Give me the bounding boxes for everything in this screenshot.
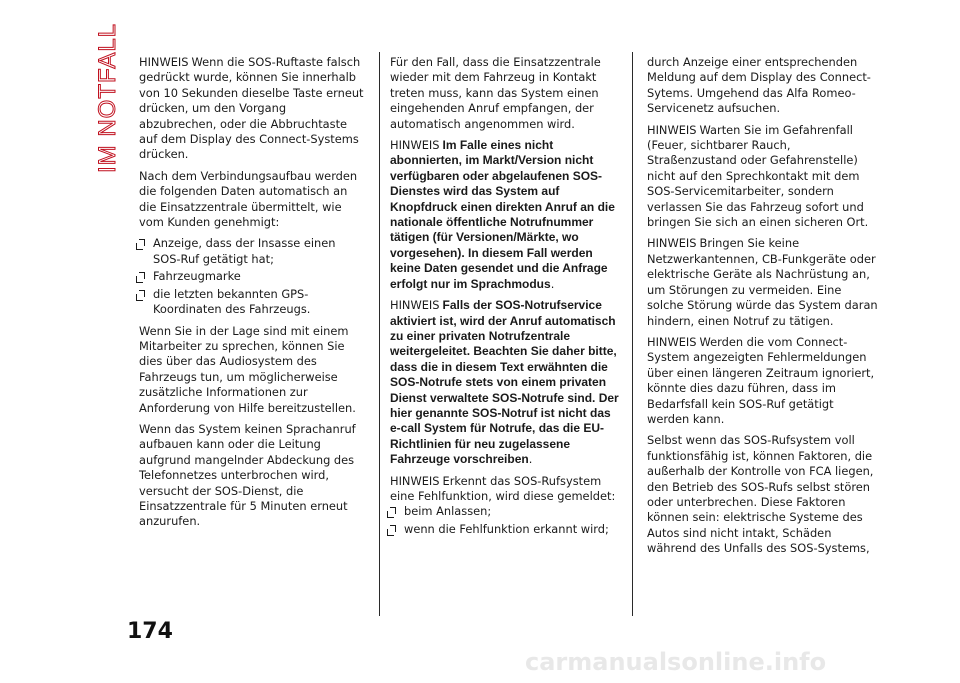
paragraph: Nach dem Verbindungsaufbau werden die folgenden Daten automatisch an die Einsatzzentrale übermittelt, wie vom Kunden genehmigt: xyxy=(139,168,358,230)
paragraph xyxy=(390,474,624,505)
paragraph xyxy=(647,236,879,328)
note-end: . xyxy=(528,452,533,467)
column-1 xyxy=(139,55,366,536)
note-text: Werden die vom Connect-System angezeigten Fehlermeldungen über einen längeren Zeitraum ignoriert, könnte dies dazu führen, dass im Bedarfsfall kein SOS-Ruf getätigt werden kann. xyxy=(647,334,875,426)
paragraph xyxy=(647,123,879,231)
column-3 xyxy=(647,55,879,563)
section-title: IM NOTFALL xyxy=(94,22,121,173)
bullet-icon xyxy=(139,290,145,297)
note-bold-text: Im Falle eines nicht abonnierten, im Markt/Version nicht verfügbaren oder abgelaufenen SOS-Dienstes wird das System auf Knopfdruck einen direkten Anruf an die nationale öffentliche Notrufnummer tätigen (für Versionen/Märkte, wo vorgesehen). In diesem Fall werden keine Daten gesendet und die Anfrage erfolgt nur im Sprachmodus xyxy=(390,138,615,291)
column-divider xyxy=(632,52,633,616)
paragraph xyxy=(647,335,879,427)
note-label: HINWEIS xyxy=(139,55,189,69)
note-text: Warten Sie im Gefahrenfall (Feuer, sichtbarer Rauch, Straßenzustand oder Gefahrenstelle) nicht auf den Sprechkontakt mit dem SOS-Servicemitarbeiter, sondern verlassen Sie das Fahrzeug sofort und bringen Sie sich an einen sicheren Ort. xyxy=(647,122,869,230)
bullet-icon xyxy=(139,272,145,279)
watermark: carmanualsonline.info xyxy=(525,648,827,676)
list-item-text: Fahrzeugmarke xyxy=(153,269,241,284)
note-label: HINWEIS xyxy=(390,473,440,488)
note-text: Bringen Sie keine Netzwerkantennen, CB-Funkgeräte oder elektrische Geräte als Nachrüstung an, um Störungen zu vermeiden. Eine solche Störung würde das System daran hindern, einen Notruf zu tätigen. xyxy=(647,236,878,328)
column-divider xyxy=(379,52,380,616)
paragraph xyxy=(390,138,624,292)
list-item-text: wenn die Fehlfunktion erkannt wird; xyxy=(404,521,609,536)
note-label: HINWEIS xyxy=(390,298,440,313)
note-text: Wenn die SOS-Ruftaste falsch gedrückt wurde, können Sie innerhalb von 10 Sekunden dieselbe Taste erneut drücken, um den Vorgang abzubrechen, oder die Abbruchtaste auf dem Display des Connect-Systems drücken. xyxy=(139,55,364,162)
list-item-text: Anzeige, dass der Insasse einen SOS-Ruf getätigt hat; xyxy=(153,236,336,266)
page-number: 174 xyxy=(127,619,173,644)
list-item-text: beim Anlassen; xyxy=(404,504,492,519)
paragraph: durch Anzeige einer entsprechenden Meldung auf dem Display des Connect-Sytems. Umgehend das Alfa Romeo-Servicenetz aufsuchen. xyxy=(647,55,871,116)
note-label: HINWEIS xyxy=(390,138,440,153)
bullet-icon xyxy=(139,239,145,246)
note-end: . xyxy=(550,276,555,291)
note-bold-text: Falls der SOS-Notrufservice aktiviert ist, wird der Anruf automatisch zu einer privaten Notrufzentrale weitergeleitet. Beachten Sie daher bitte, dass die in diesem Text erwähnten die SOS-Notrufe stets von einem privaten Dienst verwaltete SOS-Notrufe sind. Der hier genannte SOS-Notruf ist nicht das e-call System für Notrufe, das die EU-Richtlinien für neu zugelassene Fahrzeuge vorschreiben xyxy=(390,298,619,467)
list-item xyxy=(390,504,624,519)
paragraph: Selbst wenn das SOS-Rufsystem voll funktionsfähig ist, können Faktoren, die außerhalb der Kontrolle von FCA liegen, den Betrieb des SOS-Rufs selbst stören oder unterbrechen. Diese Faktoren können sein: elektrische Systeme des Autos sind nicht intakt, Schäden während des Unfalls des SOS-Systems, xyxy=(647,433,874,556)
list-item xyxy=(139,269,366,284)
bullet-icon xyxy=(390,525,396,532)
column-2 xyxy=(390,55,624,539)
note-label: HINWEIS xyxy=(647,122,697,137)
paragraph: Wenn das System keinen Sprachanruf aufbauen kann oder die Leitung aufgrund mangelnder Abdeckung des Telefonnetzes unterbrochen wird, versucht der SOS-Dienst, die Einsatzzentrale für 5 Minuten erneut anzurufen. xyxy=(139,421,356,529)
list-item-text: die letzten bekannten GPS-Koordinaten des Fahrzeugs. xyxy=(153,286,311,317)
note-text: Erkennt das SOS-Rufsystem eine Fehlfunktion, wird diese gemeldet: xyxy=(390,473,616,503)
paragraph: Wenn Sie in der Lage sind mit einem Mitarbeiter zu sprechen, können Sie dies über das Audiosystem des Fahrzeugs tun, um möglicherweise zusätzliche Informationen zur Anforderung von Hilfe bereitzustellen. xyxy=(139,323,356,415)
paragraph xyxy=(139,55,366,163)
list-item xyxy=(139,236,366,267)
section-tab xyxy=(80,22,121,173)
note-label: HINWEIS xyxy=(647,236,697,251)
bullet-icon xyxy=(390,507,396,514)
list-item xyxy=(390,522,624,537)
note-label: HINWEIS xyxy=(647,334,697,349)
paragraph xyxy=(390,298,624,467)
paragraph: Für den Fall, dass die Einsatzzentrale wieder mit dem Fahrzeug in Kontakt treten muss, kann das System einen eingehenden Anruf empfangen, der automatisch angenommen wird. xyxy=(390,55,601,131)
list-item xyxy=(139,287,366,318)
